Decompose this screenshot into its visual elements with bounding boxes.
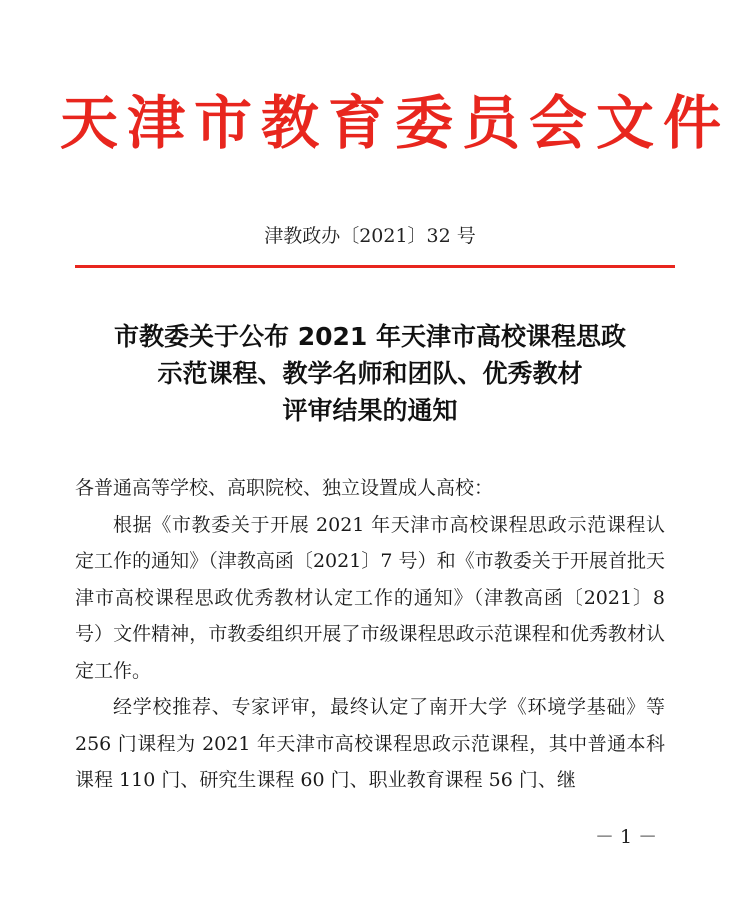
document-title — [70, 318, 670, 429]
title-line-2: 示范课程、教学名师和团队、优秀教材 — [157, 359, 583, 388]
masthead-title: 天津市教育委员会文件 — [60, 89, 731, 157]
body-paragraph-1: 根据《市教委关于开展 2021 年天津市高校课程思政示范课程认定工作的通知》（津教高函〔2021〕7 号）和《市教委关于开展首批天津市高校课程思政优秀教材认定工作的通知》（津教高函〔2021〕8 号）文件精神，市教委组织开展了市级课程思政示范课程和优秀教材认定工作。 — [75, 513, 665, 682]
red-divider-line — [75, 265, 675, 268]
document-number: 津教政办〔2021〕32 号 — [264, 225, 476, 247]
title-line-1: 市教委关于公布 2021 年天津市高校课程思政 — [114, 322, 626, 351]
page-number: － 1 － — [595, 826, 658, 848]
body-paragraph-2: 经学校推荐、专家评审，最终认定了南开大学《环境学基础》等 256 门课程为 2021 年天津市高校课程思政示范课程，其中普通本科课程 110 门、研究生课程 60 门、职业教育课程 56 门、继 — [75, 696, 665, 791]
title-line-3: 评审结果的通知 — [282, 396, 458, 425]
document-body — [75, 470, 665, 799]
salutation: 各普通高等学校、高职院校、独立设置成人高校： — [75, 477, 494, 499]
